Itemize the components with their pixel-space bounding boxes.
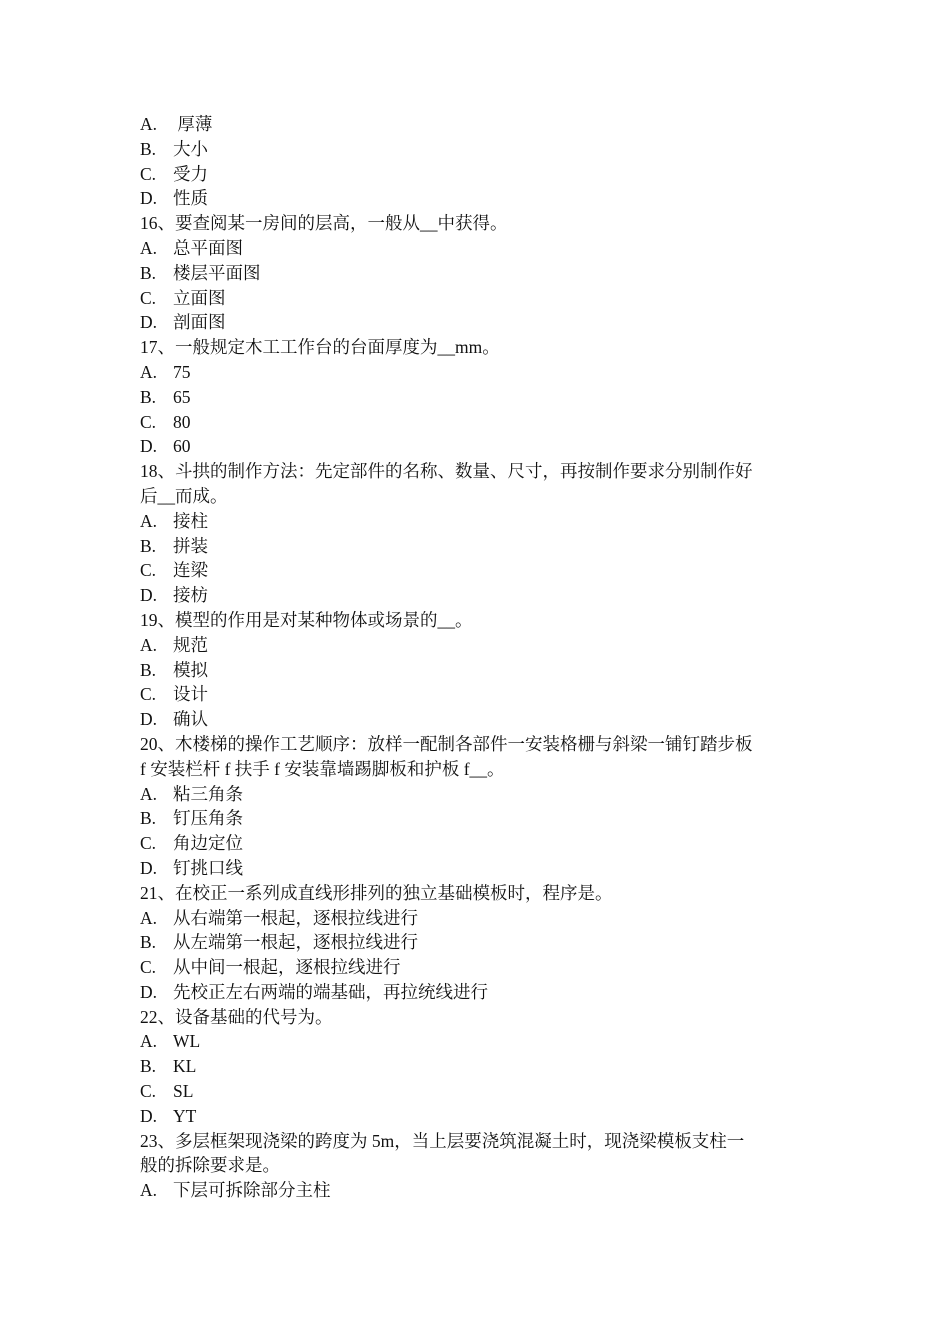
- option-d: D. 先校正左右两端的端基础，再拉统线进行: [140, 981, 488, 1002]
- question-stem: 22、设备基础的代号为。: [140, 1006, 333, 1027]
- question-17: [140, 335, 820, 459]
- question-stem: 17、一般规定木工工作台的台面厚度为__mm。: [140, 337, 500, 358]
- document-page: [140, 112, 820, 1203]
- option-d: D. 确认: [140, 709, 208, 730]
- question-15-options: [140, 112, 820, 211]
- question-stem-line-1: 20、木楼梯的操作工艺顺序：放样一配制各部件一安装格栅与斜梁一铺钉踏步板: [140, 733, 753, 754]
- question-stem-line-1: 23、多层框架现浇梁的跨度为 5m，当上层要浇筑混凝土时，现浇梁模板支柱一: [140, 1130, 745, 1151]
- option-b: B. 从左端第一根起，逐根拉线进行: [140, 932, 418, 953]
- option-a: A. 75: [140, 361, 191, 382]
- question-18: [140, 459, 820, 608]
- option-a: A. 从右端第一根起，逐根拉线进行: [140, 907, 418, 928]
- option-b: B. KL: [140, 1056, 197, 1077]
- question-stem-line-2: f 安装栏杆 f 扶手 f 安装靠墙踢脚板和护板 f__。: [140, 758, 505, 779]
- option-a: A. 厚薄: [140, 114, 213, 134]
- option-c: C. 设计: [140, 684, 208, 705]
- question-stem-line-2: 后__而成。: [140, 485, 228, 506]
- option-a: A. 总平面图: [140, 237, 243, 258]
- option-d: D. 60: [140, 436, 191, 457]
- option-c: C. 受力: [140, 163, 208, 184]
- option-a: A. 规范: [140, 634, 208, 655]
- question-16: [140, 211, 820, 335]
- question-stem: 21、在校正一系列成直线形排列的独立基础模板时，程序是。: [140, 882, 613, 903]
- option-d: D. 性质: [140, 188, 208, 209]
- option-c: C. 80: [140, 411, 191, 432]
- option-b: B. 65: [140, 386, 191, 407]
- question-stem-line-1: 18、斗拱的制作方法：先定部件的名称、数量、尺寸，再按制作要求分别制作好: [140, 461, 753, 482]
- option-c: C. SL: [140, 1081, 194, 1102]
- option-b: B. 拼装: [140, 535, 208, 556]
- option-d: D. 接枋: [140, 585, 208, 606]
- option-a: A. 粘三角条: [140, 783, 243, 804]
- question-stem-line-2: 般的拆除要求是。: [140, 1155, 280, 1176]
- question-23: [140, 1129, 820, 1203]
- question-19: [140, 608, 820, 732]
- option-b: B. 钉压角条: [140, 808, 243, 829]
- question-stem: 19、模型的作用是对某种物体或场景的__。: [140, 609, 473, 630]
- option-b: B. 楼层平面图: [140, 262, 261, 283]
- option-a: A. WL: [140, 1031, 201, 1052]
- question-20: [140, 732, 820, 881]
- option-b: B. 模拟: [140, 659, 208, 680]
- option-c: C. 从中间一根起，逐根拉线进行: [140, 957, 401, 978]
- option-a: A. 接柱: [140, 510, 208, 531]
- option-c: C. 立面图: [140, 287, 226, 308]
- option-a: A. 下层可拆除部分主柱: [140, 1180, 331, 1201]
- option-d: D. 钉挑口线: [140, 857, 243, 878]
- question-22: [140, 1005, 820, 1129]
- question-stem: 16、要查阅某一房间的层高，一般从__中获得。: [140, 213, 508, 234]
- option-d: D. 剖面图: [140, 312, 226, 333]
- option-d: D. YT: [140, 1105, 197, 1126]
- question-21: [140, 881, 820, 1005]
- option-b: B. 大小: [140, 138, 208, 159]
- option-c: C. 连梁: [140, 560, 208, 581]
- option-c: C. 角边定位: [140, 833, 243, 854]
